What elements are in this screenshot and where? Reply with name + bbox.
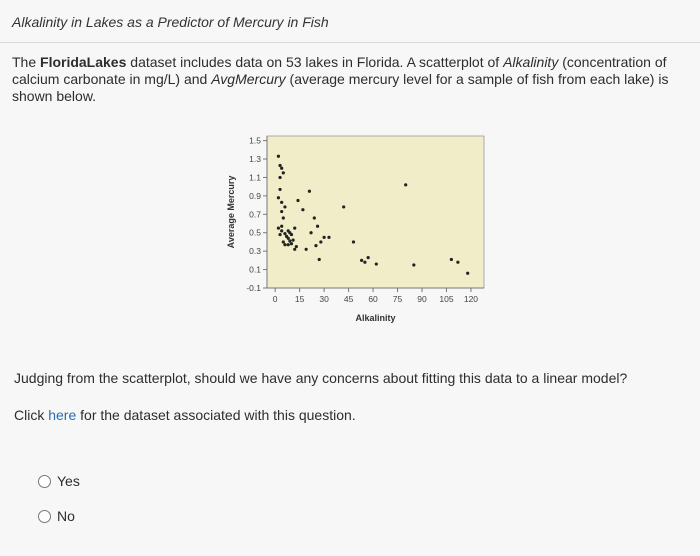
data-point: [404, 183, 407, 186]
data-point: [412, 263, 415, 266]
option-no[interactable]: [38, 508, 75, 524]
y-tick-label: 0.7: [249, 209, 261, 220]
intro-paragraph: [12, 54, 684, 105]
data-point: [367, 256, 370, 259]
page-title: Alkalinity in Lakes as a Predictor of Mercury in Fish: [12, 14, 329, 30]
data-point: [282, 240, 285, 243]
x-tick-label: 45: [343, 294, 354, 304]
data-point: [314, 244, 317, 247]
data-point: [288, 239, 291, 242]
data-point: [283, 232, 286, 235]
scatterplot-svg: [220, 126, 490, 331]
y-tick-label: 0.5: [249, 227, 261, 238]
data-point: [290, 233, 293, 236]
data-point: [323, 236, 326, 239]
radio-yes[interactable]: [38, 475, 51, 488]
data-point: [293, 227, 296, 230]
data-point: [280, 229, 283, 232]
option-yes-label: Yes: [57, 473, 80, 489]
click-text-before: Click: [14, 407, 49, 423]
x-tick-label: 15: [294, 294, 305, 304]
data-point: [277, 196, 280, 199]
dataset-link[interactable]: here: [48, 407, 77, 423]
intro-text-4: (average mercury level for a sample of fish from each lake) is shown below.: [12, 71, 669, 104]
x-axis-title: Alkalinity: [355, 313, 396, 323]
x-tick-label: 60: [368, 294, 378, 304]
y-tick-label: 0.9: [249, 190, 261, 201]
data-point: [301, 208, 304, 211]
data-point: [352, 240, 355, 243]
data-point: [282, 171, 285, 174]
x-tick-label: 75: [392, 294, 403, 304]
intro-text-2: dataset includes data on 53 lakes in Florida. A scatterplot of: [126, 54, 504, 70]
data-point: [283, 205, 286, 208]
data-point: [287, 237, 290, 240]
data-point: [313, 216, 316, 219]
x-tick-label: 120: [463, 294, 479, 304]
data-point: [319, 240, 322, 243]
data-point: [360, 259, 363, 262]
question-text: Judging from the scatterplot, should we have any concerns about fitting this data to a linear model?: [14, 370, 628, 386]
y-tick-label: 1.5: [249, 135, 261, 146]
intro-text-3: (concentration of calcium carbonate in mg/L) and: [12, 54, 667, 87]
header-divider: [0, 42, 700, 43]
y-tick-label: 1.1: [249, 172, 261, 183]
x-tick-label: 105: [439, 294, 454, 304]
data-point: [342, 205, 345, 208]
data-point: [296, 199, 299, 202]
data-point: [309, 231, 312, 234]
data-point: [277, 155, 280, 158]
data-point: [278, 188, 281, 191]
variable-alkalinity: Alkalinity: [503, 54, 559, 70]
data-point: [280, 225, 283, 228]
data-point: [318, 258, 321, 261]
click-text-after: for the dataset associated with this question.: [76, 407, 356, 423]
data-point: [282, 216, 285, 219]
option-no-label: No: [57, 508, 75, 524]
data-point: [305, 248, 308, 251]
data-point: [450, 258, 453, 261]
data-point: [280, 167, 283, 170]
data-point: [278, 176, 281, 179]
option-yes[interactable]: [38, 473, 80, 489]
dataset-link-line: [14, 407, 356, 423]
data-point: [278, 233, 281, 236]
data-point: [327, 236, 330, 239]
dataset-name: FloridaLakes: [40, 54, 127, 70]
y-tick-label: 0.1: [249, 264, 261, 275]
y-axis-title: Average Mercury: [226, 175, 236, 249]
data-point: [308, 190, 311, 193]
x-tick-label: 30: [319, 294, 329, 304]
x-tick-label: 90: [417, 294, 427, 304]
data-point: [363, 261, 366, 264]
data-point: [292, 238, 295, 241]
data-point: [295, 245, 298, 248]
data-point: [280, 201, 283, 204]
data-point: [277, 227, 280, 230]
y-tick-label: 0.3: [249, 246, 261, 257]
radio-no[interactable]: [38, 510, 51, 523]
y-tick-label: -0.1: [246, 283, 261, 293]
data-point: [287, 243, 290, 246]
scatterplot: [220, 126, 490, 331]
data-point: [316, 225, 319, 228]
data-point: [278, 164, 281, 167]
data-point: [375, 262, 378, 265]
data-point: [456, 261, 459, 264]
data-point: [466, 272, 469, 275]
y-tick-label: 1.3: [249, 154, 261, 165]
x-tick-label: 0: [272, 294, 278, 304]
data-point: [280, 210, 283, 213]
data-point: [290, 242, 293, 245]
intro-text-1: The: [12, 54, 41, 70]
data-point: [293, 248, 296, 251]
data-point: [283, 243, 286, 246]
variable-avgmercury: AvgMercury: [211, 71, 286, 87]
